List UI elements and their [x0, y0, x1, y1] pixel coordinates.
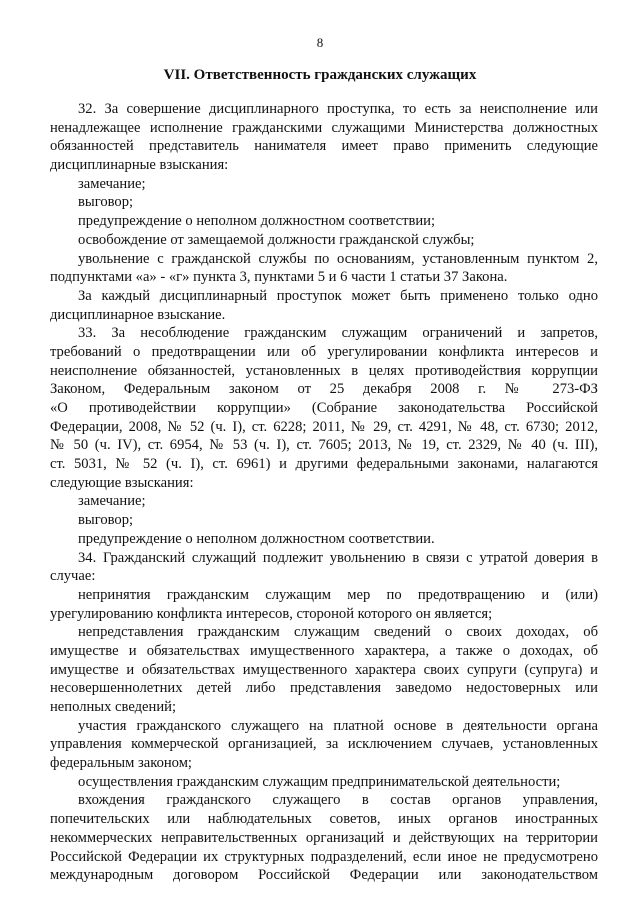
- text-line: федеральным законом;: [50, 755, 192, 772]
- text-line: 33. За несоблюдение гражданским служащим ограничений и запретов,: [78, 325, 598, 342]
- text-line: обязанностей представитель нанимателя имеет право применить следующие: [50, 138, 598, 155]
- text-line: некоммерческих неправительственных организаций и действующих на территории: [50, 829, 598, 846]
- text-line: ненадлежащее исполнение гражданскими служащими Министерства должностных: [50, 119, 598, 136]
- text-line: имуществе и обязательствах имущественного характера, а также о доходах, об: [50, 642, 598, 659]
- text-line: Законом, Федеральным законом от 25 декабря 2008 г. № 273-ФЗ: [50, 381, 598, 398]
- text-line: «О противодействии коррупции» (Собрание законодательства Российской: [50, 400, 598, 416]
- text-line: увольнение с гражданской службы по основаниям, установленным пунктом 2,: [78, 250, 598, 267]
- text-line: № 50 (ч. IV), ст. 6954, № 53 (ч. I), ст. 7605; 2013, № 19, ст. 2329, № 40 (ч. III),: [50, 437, 598, 454]
- section-title: VII. Ответственность гражданских служащих: [163, 67, 477, 83]
- text-line: осуществления гражданским служащим предпринимательской деятельности;: [78, 773, 561, 790]
- text-line: дисциплинарные взыскания:: [50, 157, 229, 174]
- text-line: управления коммерческой организацией, за исключением случаев, установленных: [50, 736, 598, 753]
- text-line: выговор;: [78, 194, 134, 211]
- text-line: освобождение от замещаемой должности гражданской службы;: [78, 231, 475, 248]
- text-line: предупреждение о неполном должностном соответствии.: [78, 530, 435, 547]
- text-line: вхождения гражданского служащего в состав органов управления,: [78, 792, 598, 809]
- text-line: непринятия гражданским служащим мер по предотвращению и (или): [78, 586, 598, 603]
- text-line: непредставления гражданским служащим сведений о своих доходах, об: [78, 624, 598, 641]
- text-line: дисциплинарное взыскание.: [50, 306, 226, 323]
- text-line: неисполнение обязанностей, установленных в целях противодействия коррупции: [50, 362, 598, 379]
- text-line: несовершеннолетних детей либо представления заведомо недостоверных или: [50, 680, 598, 697]
- page-number: 8: [316, 35, 324, 50]
- text-line: подпунктами «а» - «г» пункта 3, пунктами 5 и 6 части 1 статьи 37 Закона.: [50, 269, 508, 286]
- text-line: Российской Федерации их структурных подразделений, если иное не предусмотрено: [50, 848, 598, 865]
- text-line: участия гражданского служащего на платной основе в деятельности органа: [78, 717, 598, 734]
- text-line: замечание;: [78, 493, 146, 510]
- text-line: Федерации, 2008, № 52 (ч. I), ст. 6228; 2011, № 29, ст. 4291, № 48, ст. 6730; 2012,: [50, 418, 598, 435]
- text-line: неполных сведений;: [50, 699, 176, 715]
- text-line: 34. Гражданский служащий подлежит увольнению в связи с утратой доверия в: [78, 549, 598, 566]
- text-line: требований о предотвращении или об урегулировании конфликта интересов и: [50, 343, 598, 360]
- text-line: 32. За совершение дисциплинарного проступка, то есть за неисполнение или: [78, 101, 598, 117]
- document-body: [50, 100, 598, 885]
- text-line: международным договором Российской Федерации или законодательством: [50, 867, 598, 884]
- text-line: предупреждение о неполном должностном соответствии;: [78, 213, 436, 230]
- text-line: попечительских или наблюдательных советов, иных органов иностранных: [50, 811, 598, 828]
- text-line: За каждый дисциплинарный проступок может быть применено только одно: [78, 287, 598, 304]
- text-line: ст. 5031, № 52 (ч. I), ст. 6961) и другими федеральными законами, налагаются: [50, 456, 598, 473]
- text-line: выговор;: [78, 512, 134, 529]
- text-line: имуществе и обязательствах имущественного характера своих супруги (супруга) и: [50, 661, 598, 678]
- text-line: урегулированию конфликта интересов, стороной которого он является;: [50, 605, 493, 622]
- text-line: случае:: [50, 568, 96, 585]
- text-line: замечание;: [78, 175, 146, 192]
- text-line: следующие взыскания:: [50, 474, 194, 491]
